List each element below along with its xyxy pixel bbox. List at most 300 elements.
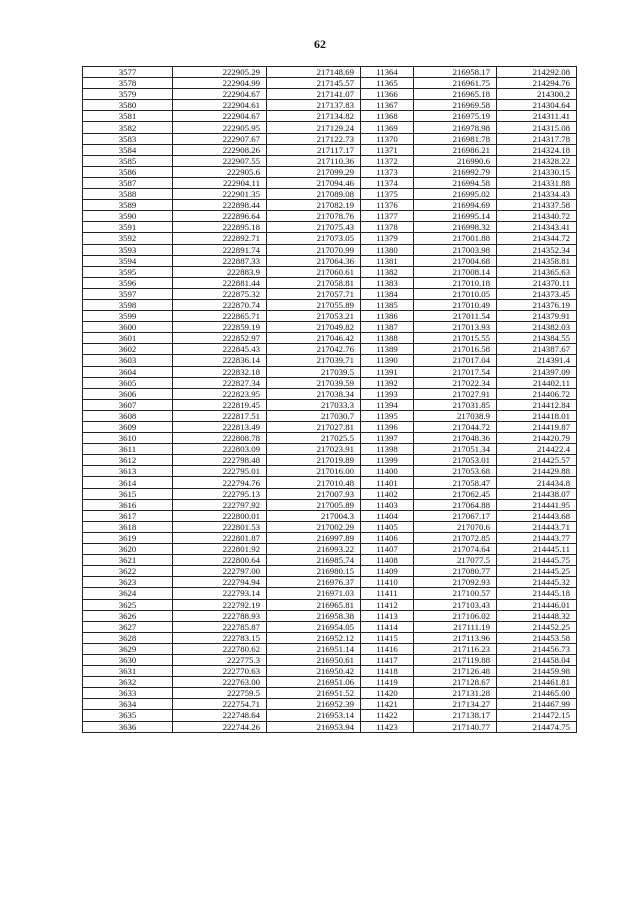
y-coordinate-cell: 216950.61 bbox=[267, 654, 361, 665]
table-row bbox=[83, 410, 577, 421]
x-coordinate-cell: 222795.13 bbox=[173, 488, 267, 499]
table-row bbox=[83, 433, 577, 444]
point-id-cell: 11375 bbox=[361, 189, 414, 200]
point-id-cell: 11364 bbox=[361, 67, 414, 78]
point-id-cell: 11387 bbox=[361, 322, 414, 333]
point-id-cell: 3607 bbox=[83, 399, 173, 410]
y-coordinate-cell: 217073.05 bbox=[267, 233, 361, 244]
y-coordinate-cell: 216976.37 bbox=[267, 577, 361, 588]
point-id-cell: 3611 bbox=[83, 444, 173, 455]
y-coordinate-cell: 216952.39 bbox=[267, 699, 361, 710]
point-id-cell: 11406 bbox=[361, 532, 414, 543]
table-row bbox=[83, 555, 577, 566]
point-id-cell: 3613 bbox=[83, 466, 173, 477]
y-coordinate-cell: 217016.00 bbox=[267, 466, 361, 477]
y-coordinate-cell: 216993.22 bbox=[267, 544, 361, 555]
y-coordinate-cell: 214311.41 bbox=[497, 111, 577, 122]
page-number: 62 bbox=[314, 37, 326, 51]
x-coordinate-cell: 222905.95 bbox=[173, 122, 267, 133]
x-coordinate-cell: 217044.72 bbox=[414, 422, 497, 433]
y-coordinate-cell: 217078.76 bbox=[267, 211, 361, 222]
y-coordinate-cell: 214434.8 bbox=[497, 477, 577, 488]
point-id-cell: 11378 bbox=[361, 222, 414, 233]
y-coordinate-cell: 217007.93 bbox=[267, 488, 361, 499]
x-coordinate-cell: 222905.6 bbox=[173, 166, 267, 177]
x-coordinate-cell: 222859.19 bbox=[173, 322, 267, 333]
x-coordinate-cell: 222817.51 bbox=[173, 410, 267, 421]
x-coordinate-cell: 222901.35 bbox=[173, 189, 267, 200]
point-id-cell: 3590 bbox=[83, 211, 173, 222]
point-id-cell: 3624 bbox=[83, 588, 173, 599]
x-coordinate-cell: 217113.96 bbox=[414, 632, 497, 643]
y-coordinate-cell: 214445.32 bbox=[497, 577, 577, 588]
point-id-cell: 11381 bbox=[361, 255, 414, 266]
x-coordinate-cell: 222904.11 bbox=[173, 177, 267, 188]
x-coordinate-cell: 222794.76 bbox=[173, 477, 267, 488]
point-id-cell: 3605 bbox=[83, 377, 173, 388]
x-coordinate-cell: 222827.34 bbox=[173, 377, 267, 388]
y-coordinate-cell: 214441.95 bbox=[497, 499, 577, 510]
y-coordinate-cell: 214337.58 bbox=[497, 200, 577, 211]
x-coordinate-cell: 222892.71 bbox=[173, 233, 267, 244]
x-coordinate-cell: 222801.87 bbox=[173, 532, 267, 543]
point-id-cell: 3603 bbox=[83, 355, 173, 366]
point-id-cell: 3620 bbox=[83, 544, 173, 555]
x-coordinate-cell: 217017.04 bbox=[414, 355, 497, 366]
x-coordinate-cell: 222898.44 bbox=[173, 200, 267, 211]
point-id-cell: 3592 bbox=[83, 233, 173, 244]
x-coordinate-cell: 222891.74 bbox=[173, 244, 267, 255]
y-coordinate-cell: 217129.24 bbox=[267, 122, 361, 133]
coordinates-table bbox=[82, 66, 577, 733]
x-coordinate-cell: 222792.19 bbox=[173, 599, 267, 610]
table-row bbox=[83, 155, 577, 166]
point-id-cell: 11408 bbox=[361, 555, 414, 566]
y-coordinate-cell: 216953.94 bbox=[267, 721, 361, 732]
point-id-cell: 3614 bbox=[83, 477, 173, 488]
point-id-cell: 11397 bbox=[361, 433, 414, 444]
x-coordinate-cell: 217128.67 bbox=[414, 677, 497, 688]
x-coordinate-cell: 222907.55 bbox=[173, 155, 267, 166]
y-coordinate-cell: 217053.21 bbox=[267, 311, 361, 322]
x-coordinate-cell: 217008.14 bbox=[414, 266, 497, 277]
point-id-cell: 11416 bbox=[361, 643, 414, 654]
y-coordinate-cell: 217039.59 bbox=[267, 377, 361, 388]
y-coordinate-cell: 214334.43 bbox=[497, 189, 577, 200]
x-coordinate-cell: 217051.34 bbox=[414, 444, 497, 455]
x-coordinate-cell: 217080.77 bbox=[414, 566, 497, 577]
x-coordinate-cell: 222780.62 bbox=[173, 643, 267, 654]
y-coordinate-cell: 216951.14 bbox=[267, 643, 361, 654]
x-coordinate-cell: 222800.01 bbox=[173, 510, 267, 521]
y-coordinate-cell: 214330.15 bbox=[497, 166, 577, 177]
x-coordinate-cell: 217140.77 bbox=[414, 721, 497, 732]
point-id-cell: 3601 bbox=[83, 333, 173, 344]
x-coordinate-cell: 217126.48 bbox=[414, 666, 497, 677]
x-coordinate-cell: 217100.57 bbox=[414, 588, 497, 599]
y-coordinate-cell: 217039.5 bbox=[267, 366, 361, 377]
x-coordinate-cell: 222801.53 bbox=[173, 521, 267, 532]
point-id-cell: 11382 bbox=[361, 266, 414, 277]
x-coordinate-cell: 217058.47 bbox=[414, 477, 497, 488]
y-coordinate-cell: 214324.18 bbox=[497, 144, 577, 155]
point-id-cell: 11405 bbox=[361, 521, 414, 532]
point-id-cell: 11384 bbox=[361, 288, 414, 299]
x-coordinate-cell: 222904.99 bbox=[173, 78, 267, 89]
point-id-cell: 11394 bbox=[361, 399, 414, 410]
y-coordinate-cell: 216965.81 bbox=[267, 599, 361, 610]
point-id-cell: 3596 bbox=[83, 277, 173, 288]
point-id-cell: 3636 bbox=[83, 721, 173, 732]
y-coordinate-cell: 216953.14 bbox=[267, 710, 361, 721]
table-row bbox=[83, 322, 577, 333]
x-coordinate-cell: 222797.00 bbox=[173, 566, 267, 577]
y-coordinate-cell: 214429.88 bbox=[497, 466, 577, 477]
x-coordinate-cell: 217062.45 bbox=[414, 488, 497, 499]
point-id-cell: 3604 bbox=[83, 366, 173, 377]
y-coordinate-cell: 217064.36 bbox=[267, 255, 361, 266]
y-coordinate-cell: 217060.61 bbox=[267, 266, 361, 277]
point-id-cell: 11390 bbox=[361, 355, 414, 366]
table-row bbox=[83, 166, 577, 177]
point-id-cell: 11391 bbox=[361, 366, 414, 377]
point-id-cell: 3588 bbox=[83, 189, 173, 200]
x-coordinate-cell: 222904.61 bbox=[173, 100, 267, 111]
x-coordinate-cell: 217138.17 bbox=[414, 710, 497, 721]
point-id-cell: 3630 bbox=[83, 654, 173, 665]
table-row bbox=[83, 366, 577, 377]
point-id-cell: 11421 bbox=[361, 699, 414, 710]
x-coordinate-cell: 217022.34 bbox=[414, 377, 497, 388]
y-coordinate-cell: 214474.75 bbox=[497, 721, 577, 732]
point-id-cell: 3597 bbox=[83, 288, 173, 299]
point-id-cell: 3628 bbox=[83, 632, 173, 643]
y-coordinate-cell: 214445.11 bbox=[497, 544, 577, 555]
y-coordinate-cell: 217070.99 bbox=[267, 244, 361, 255]
table-row bbox=[83, 710, 577, 721]
y-coordinate-cell: 214340.72 bbox=[497, 211, 577, 222]
y-coordinate-cell: 216951.52 bbox=[267, 688, 361, 699]
point-id-cell: 3584 bbox=[83, 144, 173, 155]
table-row bbox=[83, 189, 577, 200]
table-row bbox=[83, 466, 577, 477]
x-coordinate-cell: 217106.02 bbox=[414, 610, 497, 621]
y-coordinate-cell: 217145.57 bbox=[267, 78, 361, 89]
y-coordinate-cell: 214344.72 bbox=[497, 233, 577, 244]
x-coordinate-cell: 217027.91 bbox=[414, 388, 497, 399]
x-coordinate-cell: 217064.88 bbox=[414, 499, 497, 510]
y-coordinate-cell: 214292.08 bbox=[497, 67, 577, 78]
x-coordinate-cell: 217116.23 bbox=[414, 643, 497, 654]
y-coordinate-cell: 217027.81 bbox=[267, 422, 361, 433]
x-coordinate-cell: 222883.9 bbox=[173, 266, 267, 277]
x-coordinate-cell: 222800.64 bbox=[173, 555, 267, 566]
point-id-cell: 3609 bbox=[83, 422, 173, 433]
point-id-cell: 3615 bbox=[83, 488, 173, 499]
point-id-cell: 3612 bbox=[83, 455, 173, 466]
y-coordinate-cell: 214300.2 bbox=[497, 89, 577, 100]
point-id-cell: 3623 bbox=[83, 577, 173, 588]
y-coordinate-cell: 214472.15 bbox=[497, 710, 577, 721]
table-row bbox=[83, 388, 577, 399]
y-coordinate-cell: 214376.19 bbox=[497, 299, 577, 310]
x-coordinate-cell: 217003.98 bbox=[414, 244, 497, 255]
y-coordinate-cell: 214419.87 bbox=[497, 422, 577, 433]
x-coordinate-cell: 217038.9 bbox=[414, 410, 497, 421]
point-id-cell: 3578 bbox=[83, 78, 173, 89]
table-row bbox=[83, 566, 577, 577]
table-row bbox=[83, 455, 577, 466]
table-row bbox=[83, 344, 577, 355]
point-id-cell: 11388 bbox=[361, 333, 414, 344]
y-coordinate-cell: 217148.69 bbox=[267, 67, 361, 78]
y-coordinate-cell: 216952.12 bbox=[267, 632, 361, 643]
y-coordinate-cell: 217004.3 bbox=[267, 510, 361, 521]
y-coordinate-cell: 216997.89 bbox=[267, 532, 361, 543]
point-id-cell: 11419 bbox=[361, 677, 414, 688]
point-id-cell: 11372 bbox=[361, 155, 414, 166]
table-row bbox=[83, 677, 577, 688]
x-coordinate-cell: 222795.01 bbox=[173, 466, 267, 477]
y-coordinate-cell: 217117.17 bbox=[267, 144, 361, 155]
x-coordinate-cell: 216995.02 bbox=[414, 189, 497, 200]
x-coordinate-cell: 217053.68 bbox=[414, 466, 497, 477]
y-coordinate-cell: 214467.99 bbox=[497, 699, 577, 710]
table-row bbox=[83, 377, 577, 388]
point-id-cell: 11383 bbox=[361, 277, 414, 288]
x-coordinate-cell: 217070.6 bbox=[414, 521, 497, 532]
point-id-cell: 11410 bbox=[361, 577, 414, 588]
point-id-cell: 11365 bbox=[361, 78, 414, 89]
x-coordinate-cell: 217072.85 bbox=[414, 532, 497, 543]
y-coordinate-cell: 214379.91 bbox=[497, 311, 577, 322]
point-id-cell: 11386 bbox=[361, 311, 414, 322]
x-coordinate-cell: 217011.54 bbox=[414, 311, 497, 322]
point-id-cell: 3632 bbox=[83, 677, 173, 688]
y-coordinate-cell: 214373.45 bbox=[497, 288, 577, 299]
y-coordinate-cell: 217010.48 bbox=[267, 477, 361, 488]
y-coordinate-cell: 214445.18 bbox=[497, 588, 577, 599]
y-coordinate-cell: 217030.7 bbox=[267, 410, 361, 421]
y-coordinate-cell: 217005.89 bbox=[267, 499, 361, 510]
y-coordinate-cell: 214418.01 bbox=[497, 410, 577, 421]
y-coordinate-cell: 216971.03 bbox=[267, 588, 361, 599]
y-coordinate-cell: 214304.64 bbox=[497, 100, 577, 111]
point-id-cell: 3594 bbox=[83, 255, 173, 266]
table-row bbox=[83, 244, 577, 255]
point-id-cell: 3579 bbox=[83, 89, 173, 100]
point-id-cell: 3626 bbox=[83, 610, 173, 621]
point-id-cell: 11402 bbox=[361, 488, 414, 499]
point-id-cell: 11380 bbox=[361, 244, 414, 255]
table-row bbox=[83, 477, 577, 488]
x-coordinate-cell: 222783.15 bbox=[173, 632, 267, 643]
table-row bbox=[83, 122, 577, 133]
y-coordinate-cell: 217099.29 bbox=[267, 166, 361, 177]
table-row bbox=[83, 233, 577, 244]
x-coordinate-cell: 222819.45 bbox=[173, 399, 267, 410]
x-coordinate-cell: 217134.27 bbox=[414, 699, 497, 710]
y-coordinate-cell: 217055.89 bbox=[267, 299, 361, 310]
table-row bbox=[83, 510, 577, 521]
point-id-cell: 3583 bbox=[83, 133, 173, 144]
x-coordinate-cell: 222875.32 bbox=[173, 288, 267, 299]
point-id-cell: 11374 bbox=[361, 177, 414, 188]
x-coordinate-cell: 222845.43 bbox=[173, 344, 267, 355]
point-id-cell: 11415 bbox=[361, 632, 414, 643]
x-coordinate-cell: 217016.58 bbox=[414, 344, 497, 355]
point-id-cell: 11392 bbox=[361, 377, 414, 388]
point-id-cell: 3629 bbox=[83, 643, 173, 654]
x-coordinate-cell: 217001.88 bbox=[414, 233, 497, 244]
y-coordinate-cell: 216958.38 bbox=[267, 610, 361, 621]
x-coordinate-cell: 222832.18 bbox=[173, 366, 267, 377]
y-coordinate-cell: 217094.46 bbox=[267, 177, 361, 188]
table-row bbox=[83, 654, 577, 665]
x-coordinate-cell: 222785.87 bbox=[173, 621, 267, 632]
y-coordinate-cell: 214420.79 bbox=[497, 433, 577, 444]
y-coordinate-cell: 217039.71 bbox=[267, 355, 361, 366]
point-id-cell: 11389 bbox=[361, 344, 414, 355]
y-coordinate-cell: 214445.75 bbox=[497, 555, 577, 566]
point-id-cell: 3622 bbox=[83, 566, 173, 577]
table-row bbox=[83, 78, 577, 89]
x-coordinate-cell: 222905.29 bbox=[173, 67, 267, 78]
table-row bbox=[83, 211, 577, 222]
y-coordinate-cell: 214391.4 bbox=[497, 355, 577, 366]
x-coordinate-cell: 222794.94 bbox=[173, 577, 267, 588]
y-coordinate-cell: 214370.11 bbox=[497, 277, 577, 288]
point-id-cell: 11379 bbox=[361, 233, 414, 244]
table-row bbox=[83, 488, 577, 499]
y-coordinate-cell: 217023.91 bbox=[267, 444, 361, 455]
y-coordinate-cell: 217089.08 bbox=[267, 189, 361, 200]
y-coordinate-cell: 214459.98 bbox=[497, 666, 577, 677]
x-coordinate-cell: 217017.54 bbox=[414, 366, 497, 377]
point-id-cell: 11400 bbox=[361, 466, 414, 477]
x-coordinate-cell: 222904.67 bbox=[173, 89, 267, 100]
x-coordinate-cell: 217015.55 bbox=[414, 333, 497, 344]
point-id-cell: 3589 bbox=[83, 200, 173, 211]
y-coordinate-cell: 214387.67 bbox=[497, 344, 577, 355]
table-row bbox=[83, 588, 577, 599]
table-row bbox=[83, 89, 577, 100]
x-coordinate-cell: 217048.36 bbox=[414, 433, 497, 444]
point-id-cell: 3580 bbox=[83, 100, 173, 111]
point-id-cell: 11373 bbox=[361, 166, 414, 177]
table-row bbox=[83, 666, 577, 677]
y-coordinate-cell: 214456.73 bbox=[497, 643, 577, 654]
table-row bbox=[83, 422, 577, 433]
table-row bbox=[83, 355, 577, 366]
point-id-cell: 11370 bbox=[361, 133, 414, 144]
y-coordinate-cell: 214443.68 bbox=[497, 510, 577, 521]
y-coordinate-cell: 217033.3 bbox=[267, 399, 361, 410]
x-coordinate-cell: 216978.98 bbox=[414, 122, 497, 133]
y-coordinate-cell: 217058.81 bbox=[267, 277, 361, 288]
x-coordinate-cell: 217103.43 bbox=[414, 599, 497, 610]
point-id-cell: 3621 bbox=[83, 555, 173, 566]
point-id-cell: 3625 bbox=[83, 599, 173, 610]
x-coordinate-cell: 216994.69 bbox=[414, 200, 497, 211]
y-coordinate-cell: 216985.74 bbox=[267, 555, 361, 566]
table-row bbox=[83, 333, 577, 344]
y-coordinate-cell: 214443.71 bbox=[497, 521, 577, 532]
y-coordinate-cell: 214384.55 bbox=[497, 333, 577, 344]
point-id-cell: 3586 bbox=[83, 166, 173, 177]
x-coordinate-cell: 222808.78 bbox=[173, 433, 267, 444]
point-id-cell: 3633 bbox=[83, 688, 173, 699]
x-coordinate-cell: 222852.97 bbox=[173, 333, 267, 344]
y-coordinate-cell: 214315.08 bbox=[497, 122, 577, 133]
y-coordinate-cell: 217122.73 bbox=[267, 133, 361, 144]
point-id-cell: 3616 bbox=[83, 499, 173, 510]
y-coordinate-cell: 216954.05 bbox=[267, 621, 361, 632]
y-coordinate-cell: 217141.07 bbox=[267, 89, 361, 100]
x-coordinate-cell: 216992.79 bbox=[414, 166, 497, 177]
y-coordinate-cell: 216951.06 bbox=[267, 677, 361, 688]
x-coordinate-cell: 217010.05 bbox=[414, 288, 497, 299]
table-row bbox=[83, 577, 577, 588]
table-row bbox=[83, 532, 577, 543]
point-id-cell: 3591 bbox=[83, 222, 173, 233]
table-row bbox=[83, 621, 577, 632]
point-id-cell: 3587 bbox=[83, 177, 173, 188]
x-coordinate-cell: 222754.71 bbox=[173, 699, 267, 710]
table-row bbox=[83, 599, 577, 610]
x-coordinate-cell: 222813.49 bbox=[173, 422, 267, 433]
y-coordinate-cell: 214445.25 bbox=[497, 566, 577, 577]
point-id-cell: 3581 bbox=[83, 111, 173, 122]
x-coordinate-cell: 216981.78 bbox=[414, 133, 497, 144]
table-row bbox=[83, 133, 577, 144]
x-coordinate-cell: 222908.26 bbox=[173, 144, 267, 155]
table-row bbox=[83, 444, 577, 455]
x-coordinate-cell: 217119.88 bbox=[414, 654, 497, 665]
point-id-cell: 3600 bbox=[83, 322, 173, 333]
y-coordinate-cell: 217110.36 bbox=[267, 155, 361, 166]
x-coordinate-cell: 217013.93 bbox=[414, 322, 497, 333]
table-row bbox=[83, 521, 577, 532]
x-coordinate-cell: 222798.48 bbox=[173, 455, 267, 466]
x-coordinate-cell: 217031.85 bbox=[414, 399, 497, 410]
point-id-cell: 3618 bbox=[83, 521, 173, 532]
point-id-cell: 11395 bbox=[361, 410, 414, 421]
y-coordinate-cell: 214317.78 bbox=[497, 133, 577, 144]
point-id-cell: 11420 bbox=[361, 688, 414, 699]
table-row bbox=[83, 632, 577, 643]
point-id-cell: 3602 bbox=[83, 344, 173, 355]
y-coordinate-cell: 214453.58 bbox=[497, 632, 577, 643]
x-coordinate-cell: 222793.14 bbox=[173, 588, 267, 599]
y-coordinate-cell: 214425.57 bbox=[497, 455, 577, 466]
table-row bbox=[83, 688, 577, 699]
y-coordinate-cell: 217049.82 bbox=[267, 322, 361, 333]
x-coordinate-cell: 217010.49 bbox=[414, 299, 497, 310]
point-id-cell: 11417 bbox=[361, 654, 414, 665]
x-coordinate-cell: 222748.64 bbox=[173, 710, 267, 721]
x-coordinate-cell: 222803.09 bbox=[173, 444, 267, 455]
point-id-cell: 3608 bbox=[83, 410, 173, 421]
x-coordinate-cell: 222763.00 bbox=[173, 677, 267, 688]
y-coordinate-cell: 214406.72 bbox=[497, 388, 577, 399]
point-id-cell: 3610 bbox=[83, 433, 173, 444]
table-row bbox=[83, 266, 577, 277]
y-coordinate-cell: 217019.89 bbox=[267, 455, 361, 466]
point-id-cell: 11411 bbox=[361, 588, 414, 599]
point-id-cell: 3627 bbox=[83, 621, 173, 632]
y-coordinate-cell: 217042.76 bbox=[267, 344, 361, 355]
